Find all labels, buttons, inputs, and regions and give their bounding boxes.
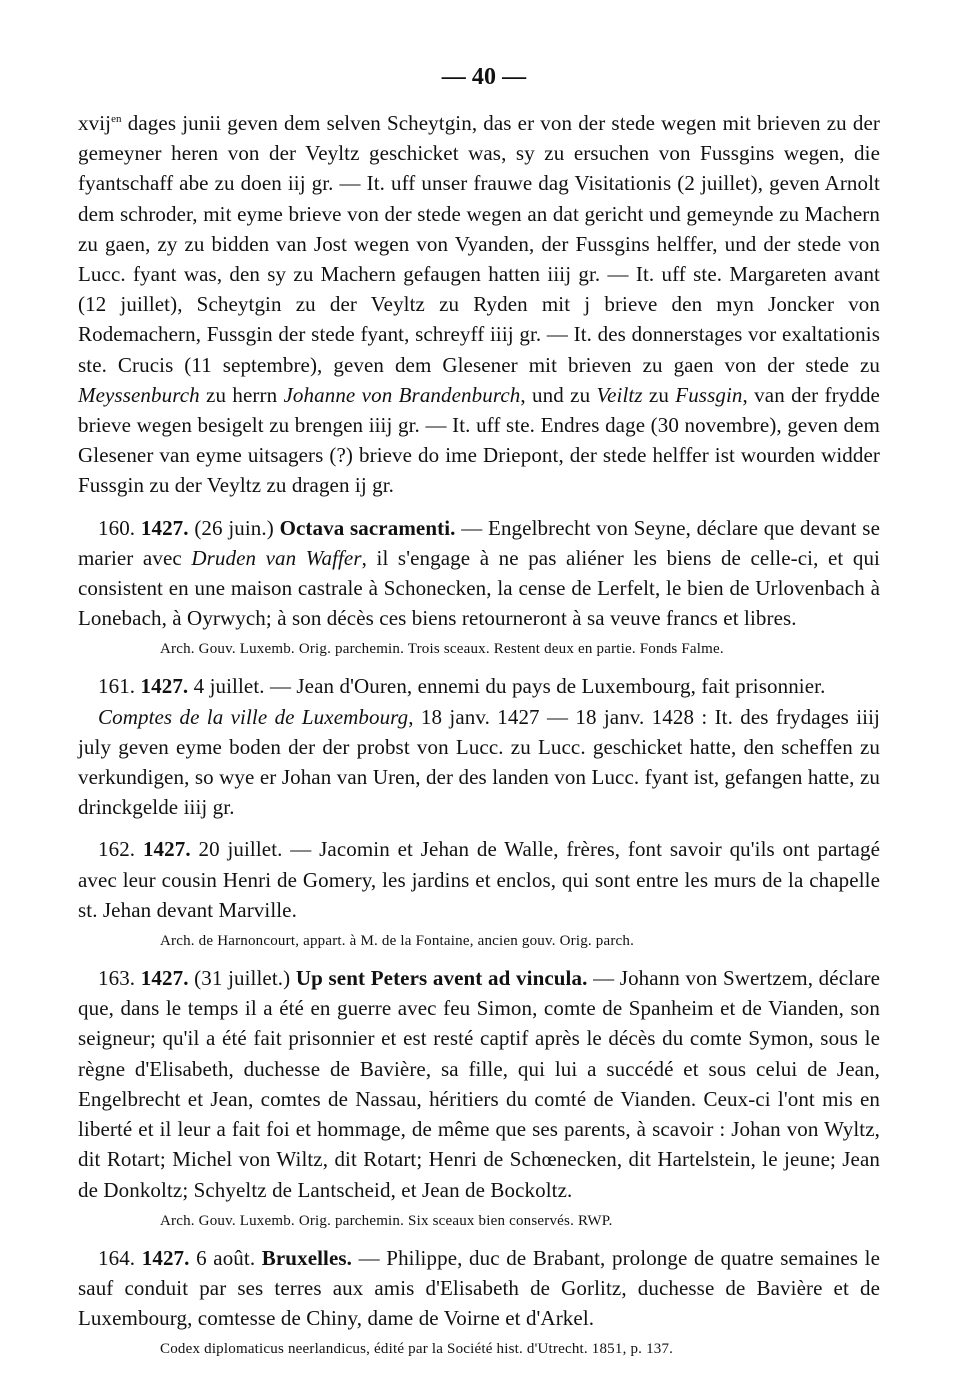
entry-number: 160. [98, 515, 136, 540]
source-citation: Arch. Gouv. Luxemb. Orig. parchemin. Six sceaux bien conservés. RWP. [160, 1212, 613, 1229]
entry-162 [78, 834, 880, 951]
entry-number: 161. [98, 674, 136, 699]
source-title: Comptes de la ville de Luxembourg [98, 704, 409, 729]
entry-164 [78, 1243, 880, 1360]
feast-name: Up sent Peters avent ad vincula. [295, 966, 588, 991]
entry-body: 4 juillet. — Jean d'Ouren, ennemi du pays de Luxembourg, fait prisonnier. [188, 674, 826, 699]
entry-year: 1427. [140, 966, 189, 991]
place-name: Veiltz [596, 382, 643, 407]
intro-text: zu herrn [199, 382, 284, 407]
entry-body: , 18 janv. 1427 — 18 janv. 1428 : It. des frydages iiij july geven eyme boden der der probst von Lucc. zu Lucc. geschicket hatte, den scheffen zu verkundigen, so wye er Johan van Uren, der des landen von Lucc. fyant ist, gefangen hatte, zu drinckgelde iiij gr. [78, 704, 880, 820]
intro-text: xvij [78, 111, 112, 135]
entry-number: 163. [98, 966, 136, 991]
source-citation: Codex diplomaticus neerlandicus, édité par la Société hist. d'Utrecht. 1851, p. 137. [160, 1341, 674, 1358]
document-page [78, 62, 880, 1369]
intro-text: dages junii geven dem selven Scheytgin, das er von der stede wegen mit brieven zu der gemeyner heren von der Veyltz geschicket was, sy zu ersuchen von Fussgins wegen, die fyantschaff abe zu doen iij gr. — It. uff unser frauwe dag Visitationis (2 juillet), geven Arnolt dem schroder, mit eyme brieve von der stede wegen an dat gericht und gemeynde zu Machern zu gaen, zy zu bidden van Jost wegen von Vyanden, der Fussgins helffer, und der stede von Lucc. fyant was, den sy zu Machern gefaugen hatten iiij gr. — It. uff ste. Margareten avant (12 juillet), Scheytgin zu der Veyltz zu Ryden mit j brieve den myn Joncker von Rodemachern, Fussgin der stede fyant, schreyff iiij gr. — It. des donnerstages vor exaltationis ste. Crucis (11 septembre), geven dem Glesener mit brieven zu gaen von der stede zu [78, 111, 880, 377]
intro-text: , van der frydde brieve wegen besigelt zu brengen iiij gr. — It. uff ste. Endres dage (30 novembre), geven dem Glesener van eyme uitsagers (?) brieve do ime Driepont, der stede helffer ist wourden widder Fussgin zu der Veyltz zu dragen ij gr. [78, 382, 880, 498]
entry-text [78, 702, 880, 823]
entry-text [78, 834, 880, 925]
entry-date: 6 août. [189, 1245, 262, 1270]
entry-year: 1427. [142, 837, 191, 862]
entry-date: (26 juin.) [188, 515, 280, 540]
entry-161 [78, 671, 880, 822]
intro-paragraph [78, 108, 880, 501]
entry-163 [78, 963, 880, 1231]
person-name: Johanne von Brandenburch [283, 382, 521, 407]
entry-text [78, 671, 880, 701]
entry-160 [78, 513, 880, 660]
entry-date: (31 juillet.) [188, 966, 296, 991]
page-number: — 40 — [441, 64, 527, 90]
source-citation: Arch. de Harnoncourt, appart. à M. de la Fontaine, ancien gouv. Orig. parch. [160, 933, 635, 950]
person-name: Fussgin [675, 382, 743, 407]
place-name: Meyssenburch [78, 382, 200, 407]
entry-body: 20 juillet. — Jacomin et Jehan de Walle, frères, font savoir qu'ils ont partagé avec leur cousin Henri de Gomery, les jardins et enclos, qui sont entre les murs de la chapelle st. Jehan devant Marville. [78, 837, 880, 922]
entry-number: 164. [98, 1245, 136, 1270]
person-name: Druden van Waffer [191, 545, 362, 570]
entry-text [78, 963, 880, 1205]
entry-text [78, 513, 880, 634]
entry-body: , il s'engage à ne pas aliéner les biens de celle-ci, et qui consistent en une maison castrale à Schonecken, la cense de Lerfelt, le bien de Urlovenbach à Lonebach, à Oyrwych; à son décès ces biens retourneront à sa veuve francs et libres. [78, 545, 880, 631]
place-name: Bruxelles. [261, 1245, 353, 1270]
intro-text: , und zu [520, 382, 597, 407]
feast-name: Octava sacramenti. [279, 515, 456, 540]
entry-year: 1427. [141, 1245, 190, 1270]
source-citation: Arch. Gouv. Luxemb. Orig. parchemin. Trois sceaux. Restent deux en partie. Fonds Falme. [160, 641, 724, 658]
entry-body: — Johann von Swertzem, déclare que, dans le temps il a été en guerre avec feu Simon, comte de Spanheim et de Vianden, son seigneur; qu'il a été fait prisonnier et est resté captif après le décès du comte Symon, sous le règne d'Elisabeth, duchesse de Bavière, sa fille, qui lui a succédé et sous celui de Jean, Engelbrecht et Jean, comtes de Nassau, héritiers du comté de Vianden. Ceux-ci l'ont mis en liberté et il leur a fait foi et hommage, de même que ses parents, à scavoir : Johan von Wyltz, dit Rotart; Michel von Wiltz, dit Rotart; Henri de Schœnecken, dit Hartelstein, le jeune; Jean de Donkoltz; Schyeltz de Lantscheid, et Jean de Bockoltz. [78, 966, 880, 1202]
superscript: en [111, 113, 122, 125]
intro-text: zu [642, 382, 676, 407]
entry-number: 162. [98, 837, 136, 862]
entry-year: 1427. [140, 515, 189, 540]
entry-text [78, 1243, 880, 1334]
entry-body: — Philippe, duc de Brabant, prolonge de quatre semaines le sauf conduit par ses terres aux amis d'Elisabeth de Gorlitz, duchesse de Bavière et de Luxembourg, comtesse de Chiny, dame de Voirne et d'Arkel. [78, 1245, 880, 1331]
entry-year: 1427. [140, 674, 189, 699]
entry-body: — Engelbrecht von Seyne, déclare que devant se marier avec [78, 515, 881, 570]
